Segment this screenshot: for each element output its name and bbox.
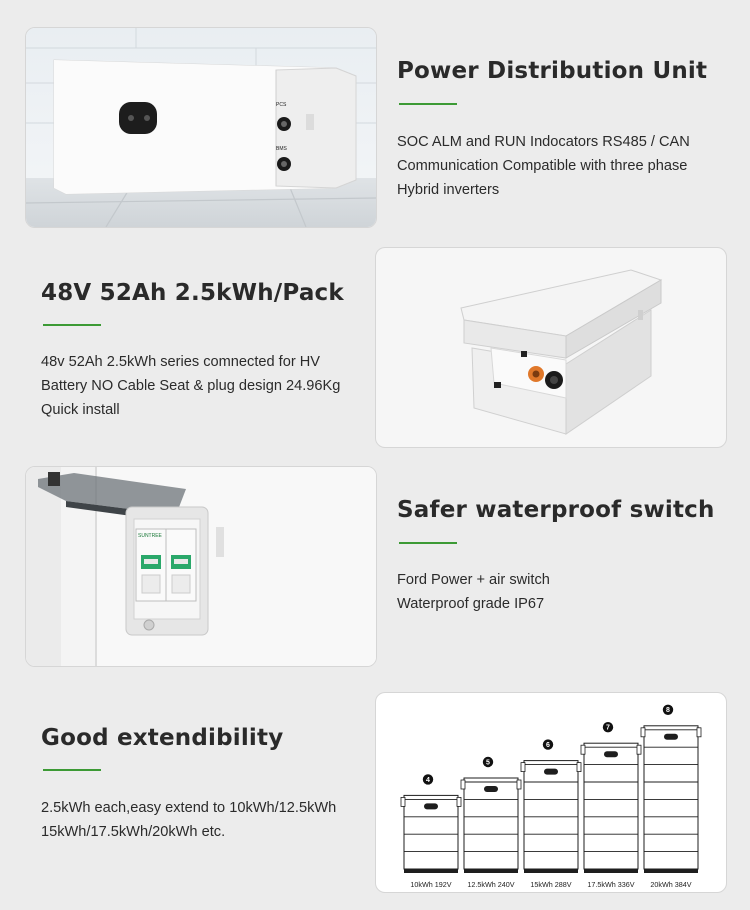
description-line: Hybrid inverters [397, 182, 500, 198]
description-line: Quick install [41, 402, 120, 418]
stack-capacity-label: 17.5kWh 336V [587, 880, 635, 889]
pdu-illustration [26, 28, 376, 227]
waterproof-switch-photo [25, 466, 377, 667]
stack-count-label: 8 [666, 707, 670, 715]
pack-illustration [376, 248, 726, 447]
description-line: Communication Compatible with three phase [397, 158, 688, 174]
pcs-port-label: PCS [276, 102, 287, 108]
battery-stack [581, 722, 641, 889]
section-title-extendibility: Good extendibility [41, 725, 284, 751]
stack-count-label: 4 [426, 776, 430, 784]
description-line: Waterproof grade IP67 [397, 596, 545, 612]
extendibility-description [41, 796, 336, 844]
title-underline [399, 103, 457, 105]
breaker-brand-label: SUNTREE [138, 533, 162, 539]
pdu-handle [604, 751, 618, 757]
pdu-description [397, 130, 690, 202]
description-line: SOC ALM and RUN Indocators RS485 / CAN [397, 134, 690, 150]
stack-capacity-label: 10kWh 192V [410, 880, 452, 889]
switch-illustration [26, 467, 376, 666]
stack-count-label: 6 [546, 742, 550, 749]
description-line: 2.5kWh each,easy extend to 10kWh/12.5kWh [41, 800, 337, 816]
stack-capacity-label: 12.5kWh 240V [467, 880, 515, 889]
battery-stack [461, 757, 521, 889]
pdu-handle [544, 769, 558, 775]
title-underline [43, 324, 101, 326]
battery-stack [401, 774, 461, 889]
pdu-photo [25, 27, 377, 228]
pack-description [41, 350, 340, 422]
description-line: 15kWh/17.5kWh/20kWh etc. [41, 824, 226, 840]
battery-pack-photo [375, 247, 727, 448]
stack-count-label: 5 [486, 759, 490, 767]
pdu-handle [484, 786, 498, 792]
stack-capacity-label: 15kWh 288V [530, 880, 572, 889]
pdu-handle [424, 803, 438, 809]
description-line: 48v 52Ah 2.5kWh series comnected for HV [41, 354, 321, 370]
section-title-pdu: Power Distribution Unit [397, 58, 708, 84]
battery-stack [521, 739, 581, 889]
stack-group [401, 705, 701, 889]
stacks-illustration [376, 693, 726, 892]
stack-configurations-diagram [375, 692, 727, 893]
description-line: Ford Power + air switch [397, 572, 550, 588]
stack-capacity-label: 20kWh 384V [650, 880, 692, 889]
stack-count-label: 7 [606, 724, 610, 732]
section-title-pack: 48V 52Ah 2.5kWh/Pack [41, 280, 344, 306]
title-underline [43, 769, 101, 771]
section-title-switch: Safer waterproof switch [397, 497, 715, 523]
battery-stack [641, 705, 701, 889]
pdu-handle [664, 734, 678, 740]
title-underline [399, 542, 457, 544]
description-line: Battery NO Cable Seat & plug design 24.96Kg [41, 378, 341, 394]
bms-port-label: BMS [276, 146, 287, 152]
switch-description [397, 568, 550, 616]
